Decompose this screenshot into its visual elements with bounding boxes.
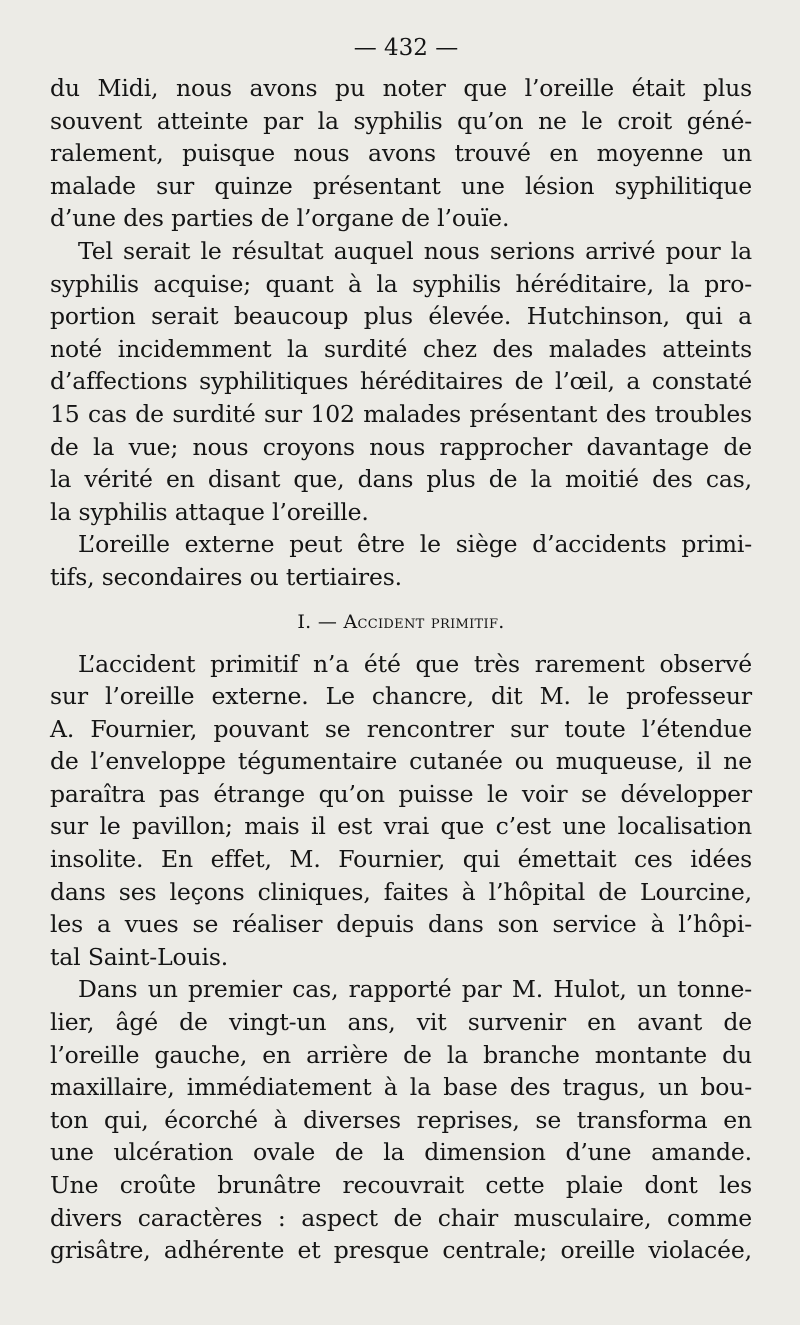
text-line: malade sur quinze présentant une lésion syphilitique bbox=[50, 171, 752, 200]
text-line: insolite. En effet, M. Fournier, qui émettait ces idées bbox=[50, 845, 752, 874]
text-line: du Midi, nous avons pu noter que l’oreille était plus bbox=[50, 74, 752, 102]
text-line: l’oreille gauche, en arrière de la branche montante du bbox=[50, 1040, 752, 1069]
section-title: Accident primitif. bbox=[343, 610, 505, 633]
text-line: lier, âgé de vingt-un ans, vit survenir en avant de bbox=[50, 1008, 752, 1037]
text-line: une ulcération ovale de la dimension d’une amande. bbox=[50, 1138, 752, 1167]
text-line: A. Fournier, pouvant se rencontrer sur toute l’étendue bbox=[50, 714, 752, 743]
text-line: syphilis acquise; quant à la syphilis héréditaire, la pro- bbox=[50, 269, 752, 298]
paragraph bbox=[50, 72, 752, 235]
text-line: maxillaire, immédiatement à la base des tragus, un bou- bbox=[50, 1073, 752, 1102]
text-line: paraîtra pas étrange qu’on puisse le voir se développer bbox=[50, 779, 752, 808]
text-line: de la vue; nous croyons nous rapprocher davantage de bbox=[50, 432, 752, 461]
text-block-after-heading bbox=[50, 648, 752, 1267]
text-line: d’une des parties de l’organe de l’ouïe. bbox=[50, 204, 510, 233]
text-line: la vérité en disant que, dans plus de la moitié des cas, bbox=[50, 465, 752, 494]
page-number: — 432 — bbox=[353, 35, 459, 61]
text-block-before-heading bbox=[50, 72, 752, 594]
paragraph bbox=[50, 528, 752, 593]
section-heading bbox=[50, 606, 752, 638]
text-line: les a vues se réaliser depuis dans son service à l’hôpi- bbox=[50, 910, 752, 939]
text-line: portion serait beaucoup plus élevée. Hutchinson, qui a bbox=[50, 302, 752, 331]
text-line: 15 cas de surdité sur 102 malades présentant des troubles bbox=[50, 399, 752, 428]
text-line: sur le pavillon; mais il est vrai que c’est une localisation bbox=[50, 812, 752, 841]
paragraph bbox=[50, 235, 752, 528]
text-line: dans ses leçons cliniques, faites à l’hôpital de Lourcine, bbox=[50, 877, 752, 906]
text-line: sur l’oreille externe. Le chancre, dit M. le professeur bbox=[50, 682, 752, 711]
text-line: grisâtre, adhérente et presque centrale; oreille violacée, bbox=[50, 1236, 752, 1265]
text-line: tifs, secondaires ou tertiaires. bbox=[50, 562, 403, 591]
text-line: L’oreille externe peut être le siège d’accidents primi- bbox=[78, 530, 752, 559]
paragraph bbox=[50, 973, 752, 1266]
text-line: ralement, puisque nous avons trouvé en moyenne un bbox=[50, 139, 752, 168]
text-line: divers caractères : aspect de chair musculaire, comme bbox=[50, 1203, 752, 1232]
text-line: Dans un premier cas, rapporté par M. Hulot, un tonne- bbox=[78, 975, 752, 1004]
text-line: Une croûte brunâtre recouvrait cette plaie dont les bbox=[50, 1171, 752, 1199]
text-line: L’accident primitif n’a été que très rarement observé bbox=[78, 649, 752, 678]
text-line: noté incidemment la surdité chez des malades atteints bbox=[50, 334, 752, 363]
paragraph bbox=[50, 648, 752, 974]
text-line: ton qui, écorché à diverses reprises, se transforma en bbox=[50, 1105, 752, 1134]
text-line: la syphilis attaque l’oreille. bbox=[50, 497, 369, 526]
text-line: Tel serait le résultat auquel nous serions arrivé pour la bbox=[78, 236, 752, 265]
text-line: tal Saint-Louis. bbox=[50, 942, 229, 971]
section-number: I. — bbox=[297, 610, 344, 633]
text-line: souvent atteinte par la syphilis qu’on ne le croit géné- bbox=[50, 106, 752, 135]
text-line: d’affections syphilitiques héréditaires de l’œil, a constaté bbox=[50, 367, 752, 396]
text-line: de l’enveloppe tégumentaire cutanée ou muqueuse, il ne bbox=[50, 747, 752, 776]
